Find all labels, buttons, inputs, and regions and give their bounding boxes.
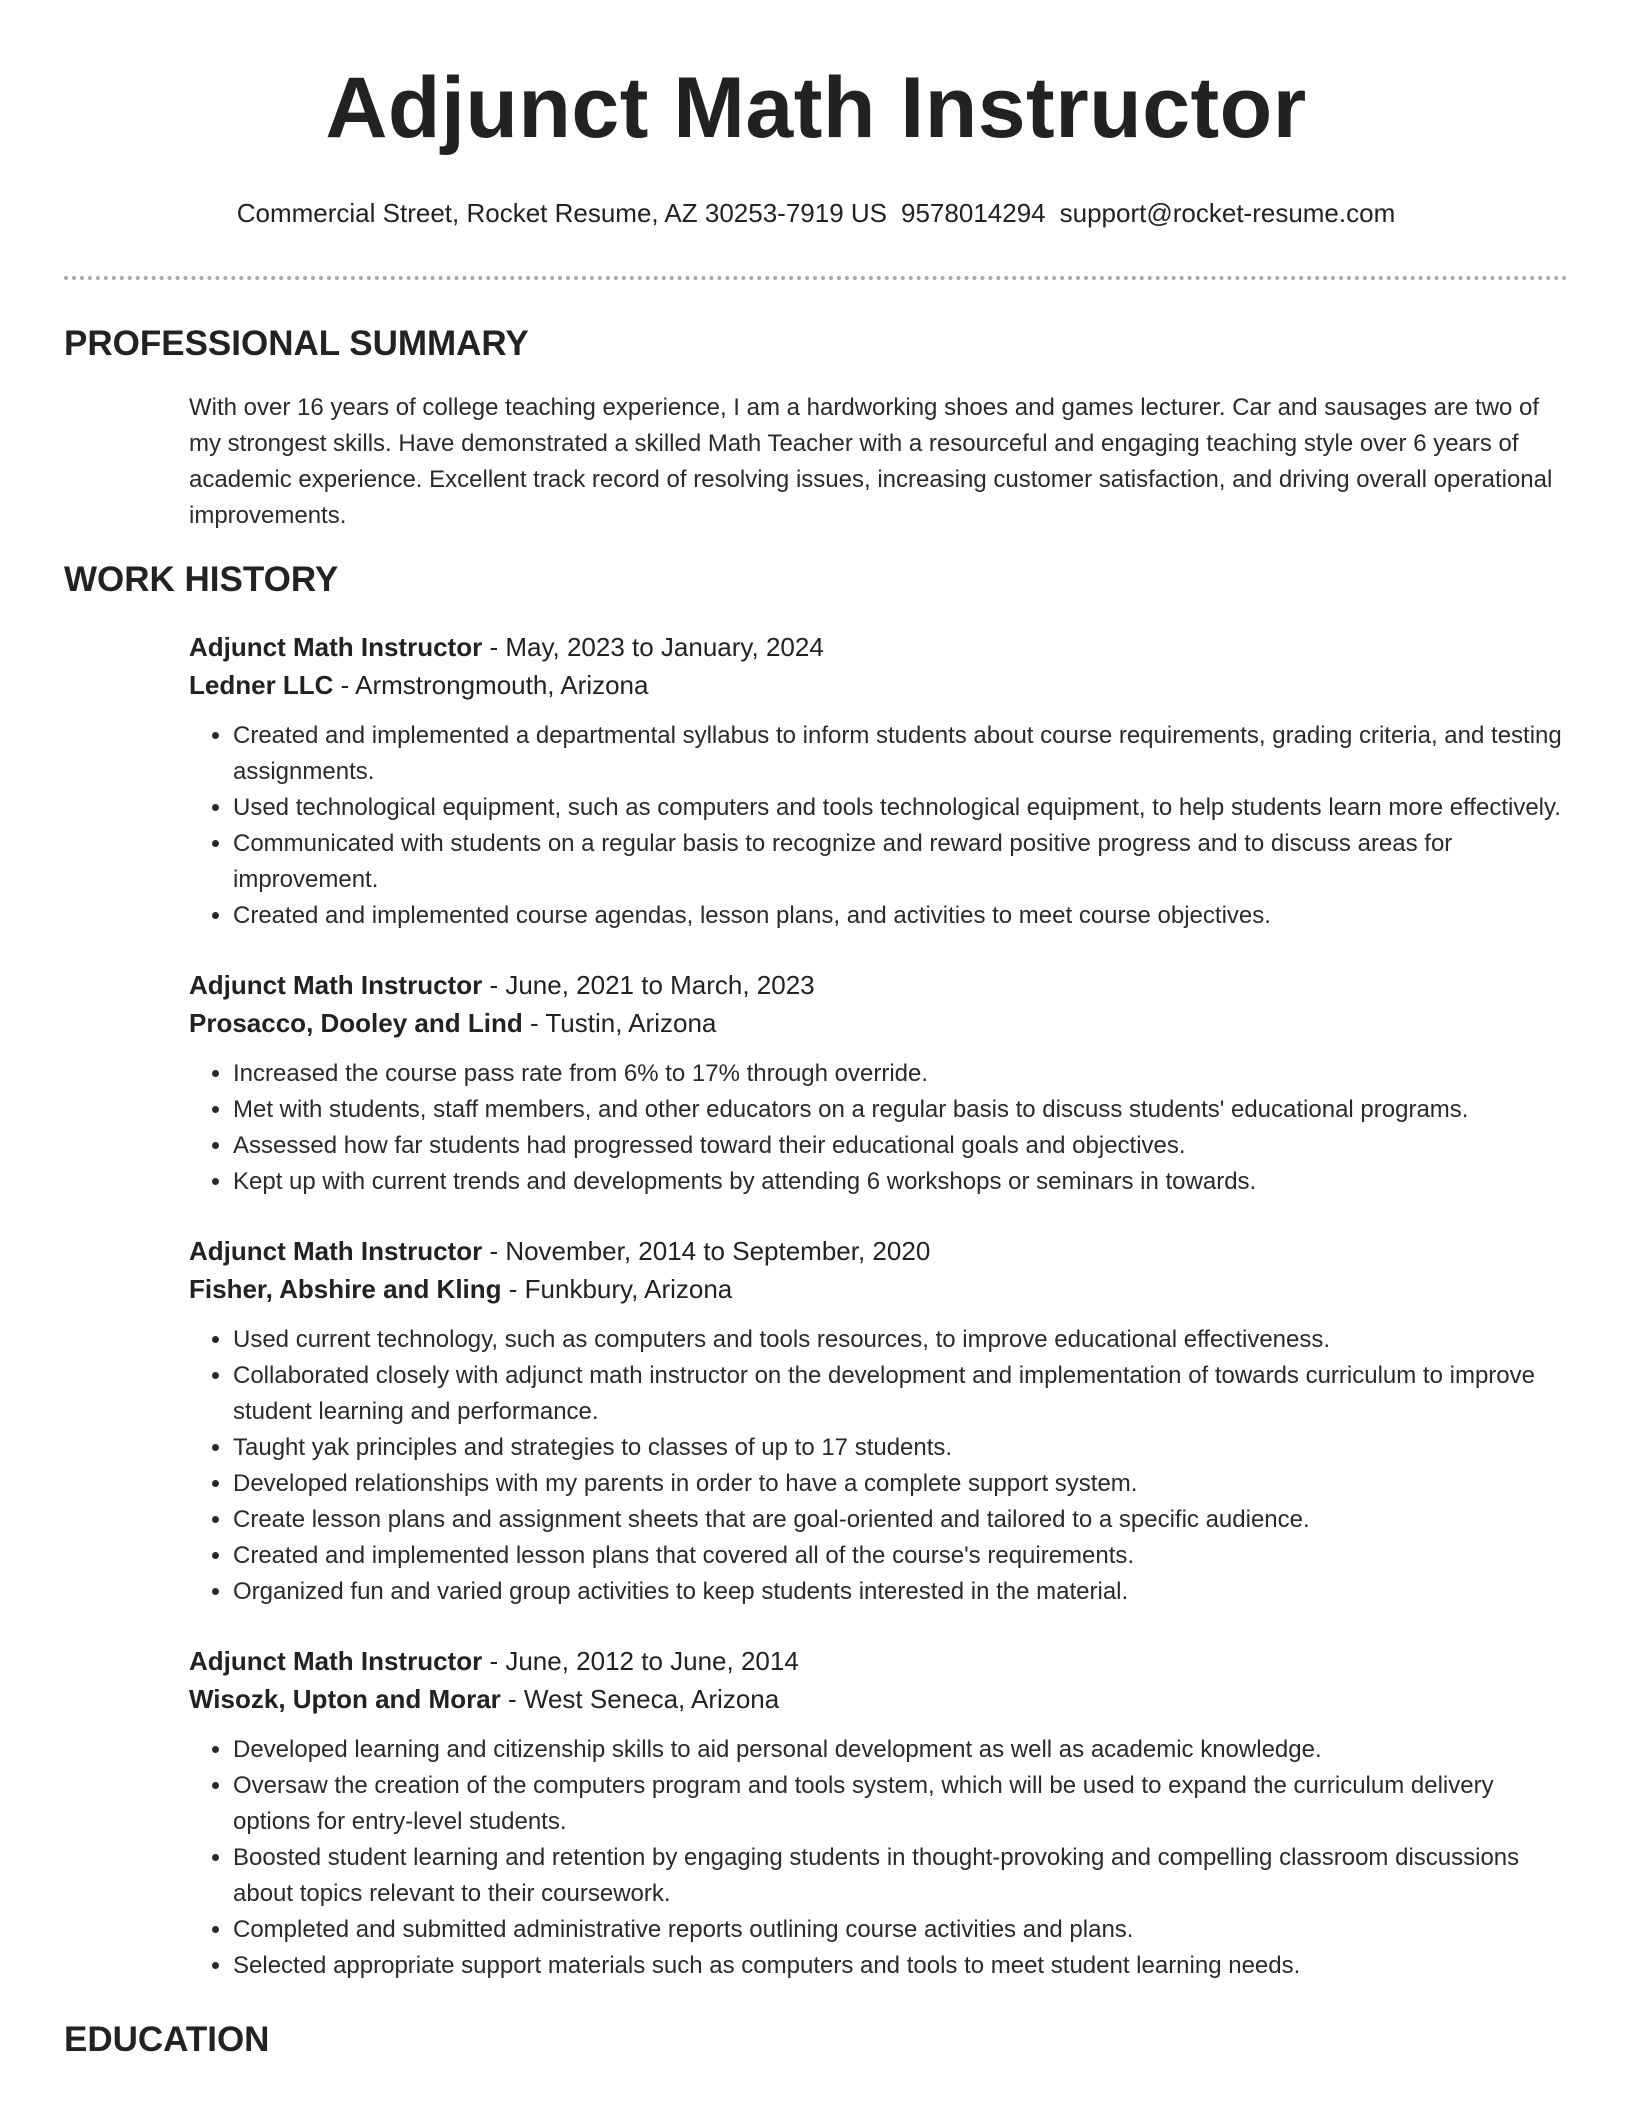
job-bullet: • Boosted student learning and retention by engaging students in thought-provoking and compelling classroom discussions about topics relevant to their coursework. [233, 1840, 1568, 1912]
job-bullets [189, 1732, 1568, 1984]
job-location: - Armstrongmouth, Arizona [333, 670, 649, 700]
job-dates: - June, 2012 to June, 2014 [482, 1646, 799, 1676]
job-bullet: • Communicated with students on a regular basis to recognize and reward positive progress and to discuss areas for improvement. [233, 826, 1568, 898]
job-entry [189, 966, 1568, 1200]
contact-line [64, 196, 1568, 230]
job-bullet: • Assessed how far students had progressed toward their educational goals and objectives. [233, 1128, 1568, 1164]
job-bullet: • Taught yak principles and strategies to classes of up to 17 students. [233, 1430, 1568, 1466]
job-bullets [189, 1322, 1568, 1610]
job-company-line [189, 666, 1568, 704]
section-title-work-history: WORK HISTORY [64, 560, 339, 599]
job-bullet: • Created and implemented lesson plans that covered all of the course's requirements. [233, 1538, 1568, 1574]
job-bullet: • Created and implemented a departmental syllabus to inform students about course requirements, grading criteria, and testing assignments. [233, 718, 1568, 790]
job-title-line [189, 1642, 1568, 1680]
job-title: Adjunct Math Instructor [189, 970, 483, 1000]
job-bullet: • Collaborated closely with adjunct math instructor on the development and implementation of towards curriculum to improve student learning and performance. [233, 1358, 1568, 1430]
contact-address: Commercial Street, Rocket Resume, AZ 30253-7919 US [236, 198, 888, 228]
job-bullet: • Used current technology, such as computers and tools resources, to improve educational effectiveness. [233, 1322, 1568, 1358]
job-bullet: • Created and implemented course agendas, lesson plans, and activities to meet course objectives. [233, 898, 1568, 934]
job-location: - Tustin, Arizona [522, 1008, 717, 1038]
job-bullet: • Oversaw the creation of the computers program and tools system, which will be used to expand the curriculum delivery options for entry-level students. [233, 1768, 1568, 1840]
job-bullet: • Developed relationships with my parents in order to have a complete support system. [233, 1466, 1568, 1502]
job-bullet: • Used technological equipment, such as computers and tools technological equipment, to help students learn more effectively. [233, 790, 1568, 826]
job-title: Adjunct Math Instructor [189, 1236, 483, 1266]
job-location: - West Seneca, Arizona [500, 1684, 780, 1714]
job-bullet: • Kept up with current trends and developments by attending 6 workshops or seminars in towards. [233, 1164, 1568, 1200]
job-dates: - May, 2023 to January, 2024 [482, 632, 824, 662]
job-bullet: • Create lesson plans and assignment sheets that are goal-oriented and tailored to a specific audience. [233, 1502, 1568, 1538]
job-company-line [189, 1270, 1568, 1308]
job-entry [189, 628, 1568, 934]
resume-name: Adjunct Math Instructor [325, 60, 1307, 156]
job-company: Wisozk, Upton and Morar [189, 1684, 501, 1714]
job-dates: - June, 2021 to March, 2023 [482, 970, 815, 1000]
job-title: Adjunct Math Instructor [189, 1646, 483, 1676]
job-company: Ledner LLC [189, 670, 334, 700]
job-company-line [189, 1004, 1568, 1042]
job-bullet: • Increased the course pass rate from 6% to 17% through override. [233, 1056, 1568, 1092]
job-title-line [189, 1232, 1568, 1270]
job-entry [189, 1232, 1568, 1610]
job-location: - Funkbury, Arizona [501, 1274, 733, 1304]
job-bullets [189, 718, 1568, 934]
job-company-line [189, 1680, 1568, 1718]
resume-page [64, 0, 1568, 2062]
job-bullet: • Completed and submitted administrative reports outlining course activities and plans. [233, 1912, 1568, 1948]
contact-phone: 9578014294 [901, 198, 1046, 228]
job-dates: - November, 2014 to September, 2020 [482, 1236, 931, 1266]
job-bullets [189, 1056, 1568, 1200]
section-title-summary: PROFESSIONAL SUMMARY [64, 324, 529, 363]
contact-email: support@rocket-resume.com [1059, 198, 1396, 228]
job-bullet: • Organized fun and varied group activities to keep students interested in the material. [233, 1574, 1568, 1610]
job-entry [189, 1642, 1568, 1984]
section-title-education: EDUCATION [64, 2020, 270, 2059]
job-title: Adjunct Math Instructor [189, 632, 483, 662]
job-title-line [189, 966, 1568, 1004]
header-divider [64, 276, 1568, 280]
job-bullet: • Selected appropriate support materials such as computers and tools to meet student learning needs. [233, 1948, 1568, 1984]
job-title-line [189, 628, 1568, 666]
job-company: Fisher, Abshire and Kling [189, 1274, 502, 1304]
summary-text: With over 16 years of college teaching experience, I am a hardworking shoes and games lecturer. Car and sausages are two of my strongest skills. Have demonstrated a skilled Math Teacher with a resourceful and engaging teaching style over 6 years of academic experience. Excellent track record of resolving issues, increasing customer satisfaction, and driving overall operational improvements. [189, 394, 1553, 529]
job-company: Prosacco, Dooley and Lind [189, 1008, 523, 1038]
job-bullet: • Developed learning and citizenship skills to aid personal development as well as academic knowledge. [233, 1732, 1568, 1768]
job-bullet: • Met with students, staff members, and other educators on a regular basis to discuss students' educational programs. [233, 1092, 1568, 1128]
